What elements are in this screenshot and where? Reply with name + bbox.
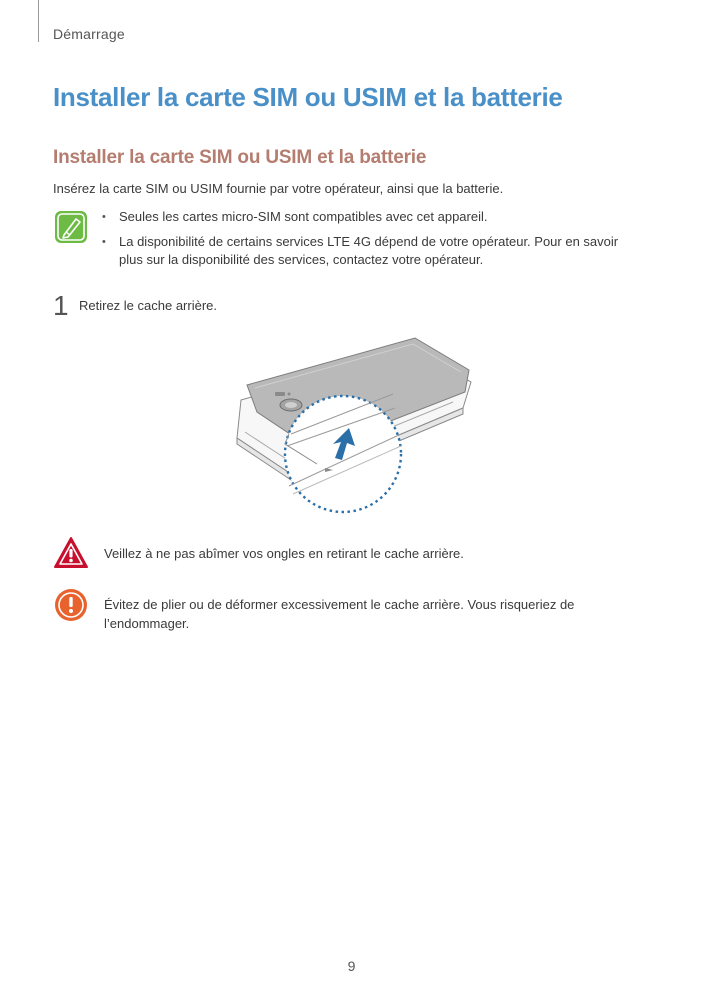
caution-text: Veillez à ne pas abîmer vos ongles en retirant le cache arrière. (104, 546, 464, 561)
intro-paragraph: Insérez la carte SIM ou USIM fournie par votre opérateur, ainsi que la batterie. (53, 181, 504, 196)
warning-text: Évitez de plier ou de déformer excessivement le cache arrière. Vous risqueriez de l’endommager. (104, 597, 575, 631)
section-subtitle: Installer la carte SIM ou USIM et la batterie (53, 147, 427, 168)
note-list (101, 208, 641, 276)
note-item: • La disponibilité de certains services LTE 4G dépend de votre opérateur. Pour en savoir plus sur la disponibilité des services, contactez votre opérateur. (101, 233, 641, 269)
note-icon (54, 210, 88, 244)
page-number: 9 (347, 958, 356, 974)
warning-circle-icon (53, 587, 89, 621)
section-label: Démarrage (53, 26, 125, 42)
remove-back-cover-illustration (225, 330, 485, 520)
caution-triangle-icon (53, 536, 89, 570)
margin-rule (38, 0, 39, 42)
page-title: Installer la carte SIM ou USIM et la batterie (53, 82, 563, 112)
note-item: • Seules les cartes micro-SIM sont compatibles avec cet appareil. (101, 208, 641, 226)
step-number: 1 (53, 290, 69, 321)
step-text: Retirez le cache arrière. (79, 298, 217, 313)
